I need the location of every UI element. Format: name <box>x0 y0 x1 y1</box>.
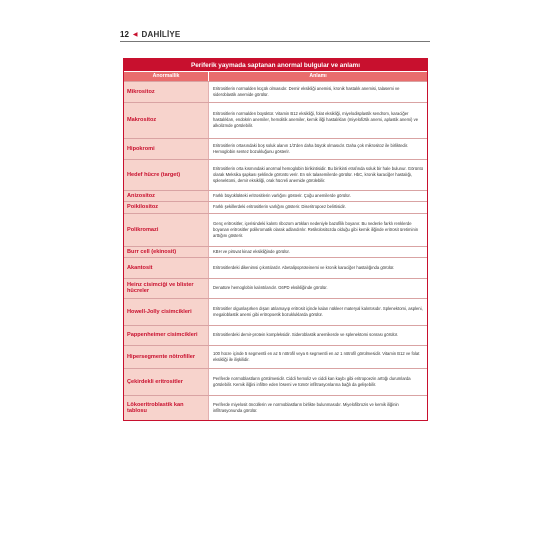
table-row <box>124 102 427 138</box>
table-row <box>124 138 427 159</box>
row-meaning-text: Eritrositlerdeki demir-protein kompleksidir. Sideroblastik anemikerde ve splenektomi sonrası görülür. <box>213 332 399 338</box>
row-meaning <box>208 82 427 102</box>
row-meaning-text: Farklı şekillerdeki eritrositlerin varlığını gösterir. Diseritropoez belirtisidir. <box>213 204 346 210</box>
table-row <box>124 190 427 201</box>
row-meaning <box>208 299 427 325</box>
row-term: Poikilositoz <box>124 202 208 213</box>
row-term: Polikromazi <box>124 214 208 246</box>
row-meaning-text: 100 hücre içinde 5 segmentli en az 5 nötrofil veya 6 segmentli en az 1 nötrofil görülmesidir. Vitamin B12 ve folat eksikliği ile ilişkilidir. <box>213 350 420 362</box>
row-meaning-text: Farklı büyüklükteki eritrositlerin varlığını gösterir. Çoğu anemilerde görülür. <box>213 192 351 198</box>
row-meaning-text: Denatüre hemoglobin kalıntılarıdır. G6PD eksikliğinde görülür. <box>213 285 328 291</box>
row-term: Burr cell (ekinosit) <box>124 247 208 257</box>
row-meaning-text: Genç eritrositler, içerisindeki kalıntı ribozom artıkları nedeniyle bazofilik boyanır. Bu nedenle farklı renklerde boyanan eritrositler polikromatik olarak adlandırılır. Retikülositozda olduğu gibi kemik iliğinde eritrosit üretiminin arttığını gösterir. <box>213 220 419 238</box>
table-row <box>124 159 427 190</box>
page-header <box>120 30 180 39</box>
table-row <box>124 246 427 257</box>
column-header-abnormality: Anormallik <box>152 73 180 80</box>
table-row <box>124 325 427 345</box>
header-rule <box>120 41 430 42</box>
row-term: Pappenheimer cisimcikleri <box>124 326 208 345</box>
table-row <box>124 368 427 395</box>
row-meaning-text: Eritrositlerin ortasındaki boş soluk alanın 1/3'den daha büyük olmasıdır. Daha çok mikrositoz ile birliktedir. Hemoglobin sentez bozukluğunu gösterir. <box>213 142 409 154</box>
section-title: DAHİLİYE <box>141 30 181 39</box>
section-marker-icon: ◀ <box>132 32 138 38</box>
row-meaning <box>208 279 427 298</box>
table-title: Periferik yaymada saptanan anormal bulgular ve anlamı <box>124 59 427 71</box>
table-row <box>124 81 427 102</box>
row-term: Hedef hücre (target) <box>124 160 208 190</box>
row-meaning <box>208 396 427 420</box>
findings-table <box>123 58 428 421</box>
row-meaning-text: Eritrositlerin normalden büyüktür. Vitamin B12 eksikliği, folat eksikliği, miyelodisplastik sendrom, karaciğer hastalıkları, endokrin anemiler, hemolitik anemiler, kemik iliği hastalıkları (miyelofiztik anemi, aplastik anemi) ve alkolizmde görülebilir. <box>213 111 419 129</box>
page-number: 12 <box>120 30 129 39</box>
row-term: Çekirdekli eritrositler <box>124 369 208 395</box>
table-row <box>124 257 427 278</box>
row-meaning-text: Eritrositlerin normalden küçük olmasıdır. Demir eksikliği anemisi, kronik hastalık anemisi, talasemi ve sideroblastik anemide görülür. <box>213 85 400 97</box>
row-meaning <box>208 160 427 190</box>
row-meaning <box>208 139 427 159</box>
row-term: Heinz cisimciği ve blister hücreler <box>124 279 208 298</box>
row-term: Akantosit <box>124 258 208 278</box>
row-term: Hipersegmente nötrofiller <box>124 346 208 368</box>
table-row <box>124 278 427 298</box>
row-meaning <box>208 214 427 246</box>
table-row <box>124 395 427 420</box>
row-term: Mikrositoz <box>124 82 208 102</box>
row-meaning <box>208 326 427 345</box>
row-meaning <box>208 103 427 138</box>
row-term: Hipokromi <box>124 139 208 159</box>
table-row <box>124 345 427 368</box>
row-term: Howell-Jolly cisimcikleri <box>124 299 208 325</box>
row-meaning-text: Periferde miyelosit öncüllerin ve normoblastların birlikte bulunmasıdır. Miyelofibrozis ve kemik iliğinin infiltrasyonunda görülür. <box>213 401 399 413</box>
table-row <box>124 298 427 325</box>
row-meaning <box>208 191 427 201</box>
table-header-row <box>124 71 427 81</box>
table-row <box>124 213 427 246</box>
column-header-meaning: Anlamı <box>208 72 427 81</box>
row-meaning <box>208 202 427 213</box>
row-term: Lökoeritroblastik kan tablosu <box>124 396 208 420</box>
row-meaning-text: Periferde normoblastların görülmesidir. Ciddi hemoliz ve ciddi kan kaybı gibi eritropoezin arttığı durumlarda görülebilir. Kemik iliğini infiltre eden lösemi ve tümör infiltrasyonlarına bağlı da gelişebilir. <box>213 375 411 387</box>
row-meaning <box>208 369 427 395</box>
row-meaning-text: Eritrositler olgunlaşırken dışarı atılamayıp eritrosit içinde kalan nükleer materyal kalıntısıdır. Splenektomi, aspleni, megaloblastik anemi gibi eritropoetik bozukluklarda görülür. <box>213 305 423 317</box>
row-meaning-text: KBH ve pirüvat kinaz eksikliğinde görülür. <box>213 248 290 254</box>
row-meaning-text: Eritrositlerdeki dikenimsi çıkıntılardır. Abetalipoproteinemi ve kronik karaciğer hastalığında görülür. <box>213 264 395 270</box>
row-term: Makrositoz <box>124 103 208 138</box>
row-meaning <box>208 346 427 368</box>
row-meaning <box>208 258 427 278</box>
row-meaning-text: Eritrositlerin orta kısmındaki anormal hemoglobin birikintisidir. Bu birikinti etrafında soluk bir hale bulunur. Görüntü olarak Meksika şapkası şeklinde görüntü verir. En sık talasemilerde görülür. HbC, kronik karaciğer hastalığı, splenektomi, demir eksikliği, orak hücreli anemide görülebilir. <box>213 165 423 183</box>
row-term: Anizositoz <box>124 191 208 201</box>
table-row <box>124 201 427 213</box>
row-meaning <box>208 247 427 257</box>
